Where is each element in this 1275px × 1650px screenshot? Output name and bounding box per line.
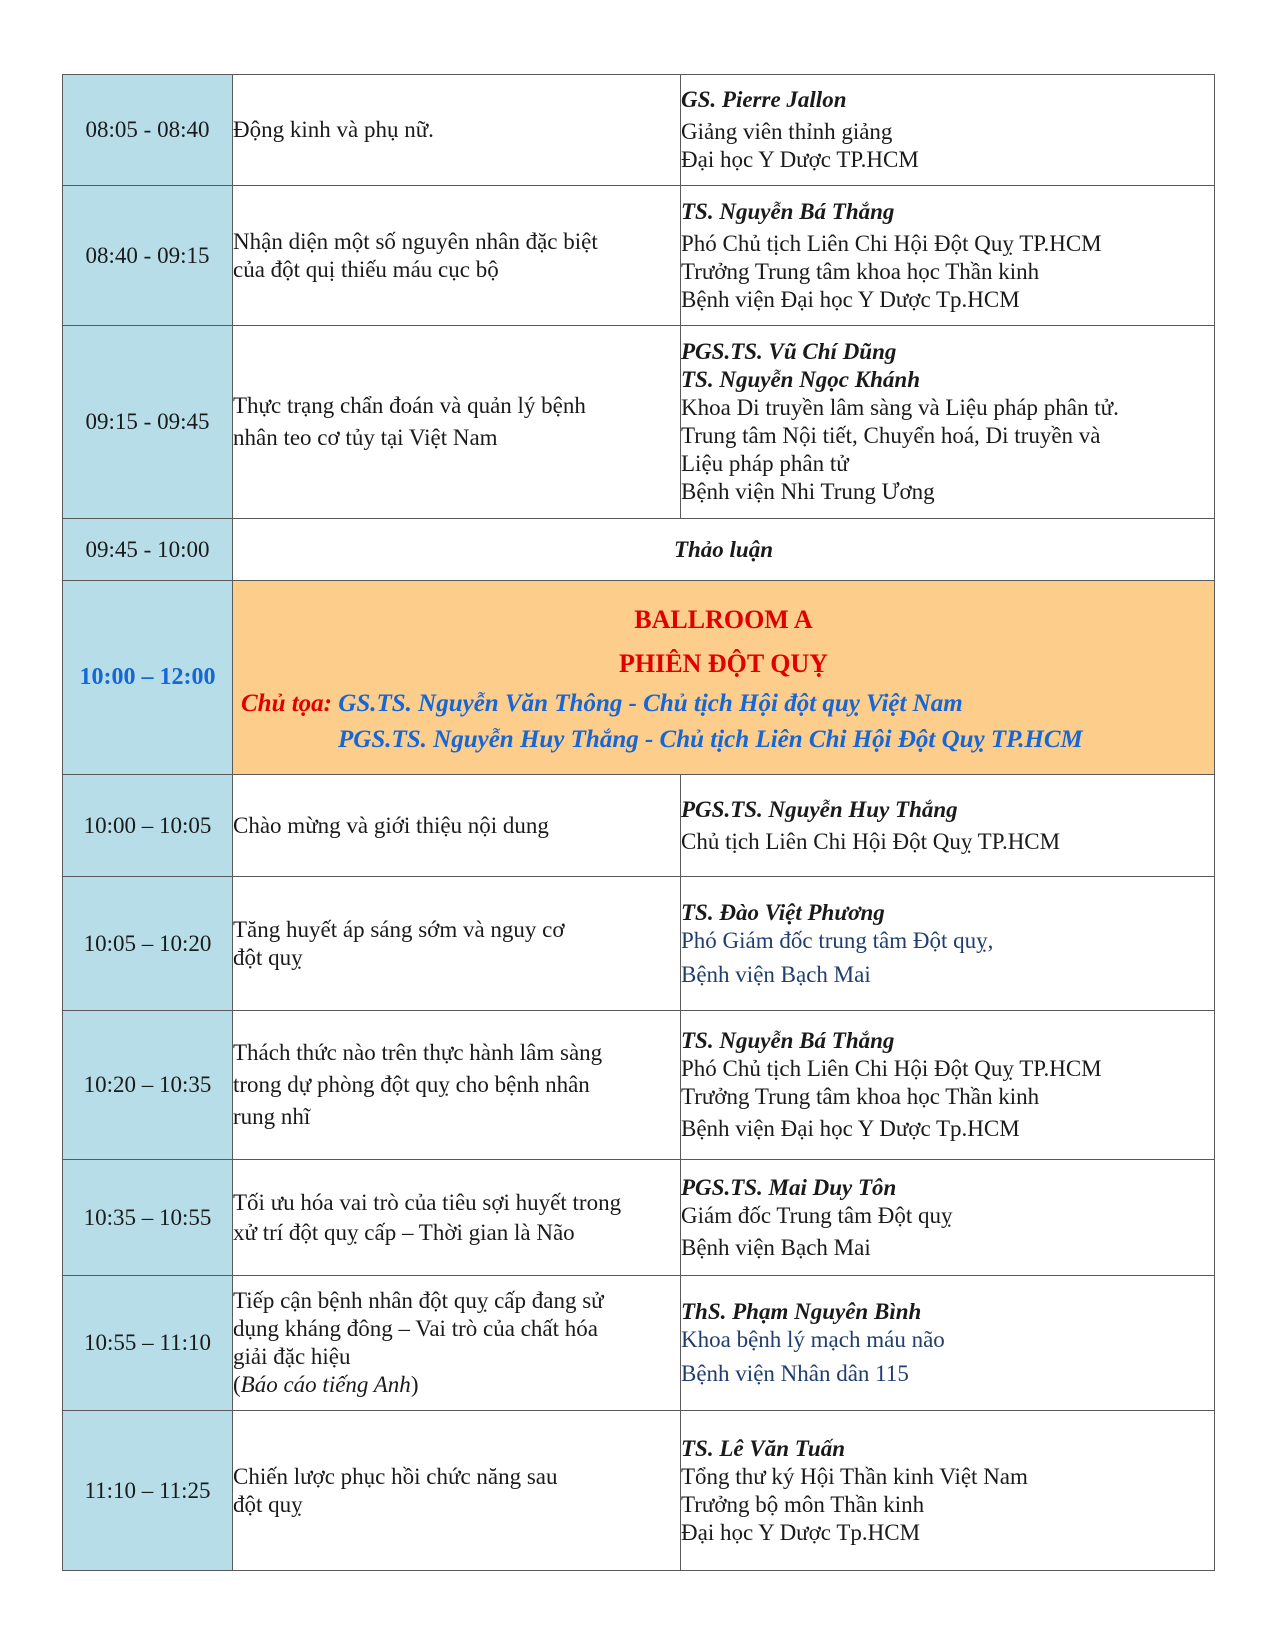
speaker-affiliation: Bệnh viện Bạch Mai [681, 1234, 871, 1260]
speaker-affiliation: Trưởng Trung tâm khoa học Thần kinh [681, 1084, 1040, 1109]
discussion-cell: Thảo luận [233, 519, 1215, 581]
agenda-row [63, 1276, 1215, 1411]
speaker-cell [681, 1160, 1215, 1276]
speaker-cell [681, 1276, 1215, 1411]
speaker-cell [681, 186, 1215, 326]
time-cell: 08:40 - 09:15 [63, 186, 233, 326]
session-header-row [63, 581, 1215, 775]
speaker-name: GS. Pierre Jallon [681, 87, 847, 112]
topic-line: nhân teo cơ tủy tại Việt Nam [233, 425, 498, 450]
topic-cell [233, 877, 681, 1011]
agenda-row [63, 775, 1215, 877]
speaker-affiliation: Trung tâm Nội tiết, Chuyển hoá, Di truyền và [681, 423, 1101, 448]
speaker-name: ThS. Phạm Nguyên Bình [681, 1299, 922, 1324]
topic-line: Thách thức nào trên thực hành lâm sàng [233, 1040, 603, 1065]
speaker-affiliation: Khoa Di truyền lâm sàng và Liệu pháp phân tử. [681, 395, 1119, 420]
time-cell: 10:55 – 11:10 [63, 1276, 233, 1411]
agenda-row [63, 186, 1215, 326]
session-time-cell: 10:00 – 12:00 [63, 581, 233, 775]
topic-line: giải đặc hiệu [233, 1344, 351, 1369]
topic-line: Tối ưu hóa vai trò của tiêu sợi huyết trong [233, 1189, 622, 1215]
agenda-row [63, 1160, 1215, 1276]
topic-line: Tiếp cận bệnh nhân đột quỵ cấp đang sử [233, 1288, 604, 1313]
topic-line: Nhận diện một số nguyên nhân đặc biệt [233, 228, 598, 254]
topic-line: Thực trạng chẩn đoán và quản lý bệnh [233, 393, 586, 418]
chair-name: PGS.TS. Nguyễn Huy Thắng - Chủ tịch Liên Chi Hội Đột Quỵ TP.HCM [338, 725, 1083, 753]
speaker-name: TS. Đào Việt Phương [681, 899, 885, 925]
speaker-affiliation: Đại học Y Dược TP.HCM [681, 147, 919, 172]
speaker-affiliation: Tổng thư ký Hội Thần kinh Việt Nam [681, 1463, 1028, 1489]
chair-label: Chủ tọa: [241, 689, 333, 717]
speaker-cell [681, 1011, 1215, 1160]
speaker-name: TS. Nguyễn Bá Thắng [681, 1028, 895, 1053]
topic-line: Động kinh và phụ nữ. [233, 117, 434, 142]
agenda-row [63, 1011, 1215, 1160]
speaker-affiliation: Phó Giám đốc trung tâm Đột quỵ, [681, 927, 994, 953]
topic-note: (Báo cáo tiếng Anh) [233, 1372, 419, 1397]
time-cell: 10:00 – 10:05 [63, 775, 233, 877]
topic-line: xử trí đột quỵ cấp – Thời gian là Não [233, 1219, 575, 1245]
time-cell: 10:35 – 10:55 [63, 1160, 233, 1276]
speaker-affiliation: Giám đốc Trung tâm Đột quỵ [681, 1202, 953, 1228]
topic-line: rung nhĩ [233, 1104, 311, 1129]
speaker-affiliation: Phó Chủ tịch Liên Chi Hội Đột Quỵ TP.HCM [681, 230, 1102, 256]
speaker-affiliation: Bệnh viện Đại học Y Dược Tp.HCM [681, 1116, 1020, 1141]
speaker-affiliation: Bệnh viện Bạch Mai [681, 961, 871, 987]
topic-line: Chào mừng và giới thiệu nội dung [233, 812, 549, 838]
topic-line: đột quỵ [233, 944, 303, 970]
topic-cell [233, 75, 681, 186]
time-cell: 11:10 – 11:25 [63, 1411, 233, 1571]
agenda-row [63, 519, 1215, 581]
time-cell: 09:15 - 09:45 [63, 326, 233, 519]
topic-line: dụng kháng đông – Vai trò của chất hóa [233, 1316, 598, 1341]
topic-cell [233, 775, 681, 877]
topic-line: Tăng huyết áp sáng sớm và nguy cơ [233, 916, 565, 942]
speaker-affiliation: Liệu pháp phân tử [681, 451, 849, 476]
time-cell: 09:45 - 10:00 [63, 519, 233, 581]
topic-line: của đột quị thiếu máu cục bộ [233, 256, 499, 282]
topic-cell [233, 186, 681, 326]
time-cell: 08:05 - 08:40 [63, 75, 233, 186]
speaker-affiliation: Bệnh viện Nhi Trung Ương [681, 479, 935, 504]
agenda-row [63, 75, 1215, 186]
speaker-affiliation: Chủ tịch Liên Chi Hội Đột Quỵ TP.HCM [681, 828, 1061, 854]
topic-line: trong dự phòng đột quỵ cho bệnh nhân [233, 1072, 590, 1097]
speaker-affiliation: Phó Chủ tịch Liên Chi Hội Đột Quỵ TP.HCM [681, 1056, 1102, 1081]
speaker-affiliation: Bệnh viện Đại học Y Dược Tp.HCM [681, 286, 1020, 312]
speaker-name: TS. Lê Văn Tuấn [681, 1435, 846, 1461]
topic-cell [233, 1011, 681, 1160]
time-cell: 10:05 – 10:20 [63, 877, 233, 1011]
speaker-affiliation: Bệnh viện Nhân dân 115 [681, 1361, 909, 1386]
topic-note-text: Báo cáo tiếng Anh [240, 1372, 411, 1397]
topic-line: Chiến lược phục hồi chức năng sau [233, 1463, 558, 1489]
time-cell: 10:20 – 10:35 [63, 1011, 233, 1160]
agenda-table [62, 74, 1215, 1571]
session-chair-line [233, 722, 1214, 758]
speaker-name: TS. Nguyễn Ngọc Khánh [681, 367, 920, 392]
session-chair-line [233, 686, 1214, 722]
speaker-affiliation: Đại học Y Dược Tp.HCM [681, 1519, 921, 1545]
speaker-affiliation: Khoa bệnh lý mạch máu não [681, 1327, 945, 1352]
session-banner [233, 581, 1215, 775]
speaker-cell [681, 775, 1215, 877]
session-title: PHIÊN ĐỘT QUỴ [619, 648, 828, 678]
speaker-cell [681, 75, 1215, 186]
speaker-affiliation: Trưởng Trung tâm khoa học Thần kinh [681, 258, 1040, 284]
topic-line: đột quỵ [233, 1491, 303, 1517]
speaker-name: PGS.TS. Vũ Chí Dũng [681, 339, 897, 364]
agenda-row [63, 326, 1215, 519]
speaker-cell [681, 1411, 1215, 1571]
speaker-name: PGS.TS. Nguyễn Huy Thắng [681, 796, 958, 822]
speaker-cell [681, 326, 1215, 519]
speaker-name: TS. Nguyễn Bá Thắng [681, 198, 895, 224]
topic-cell [233, 1160, 681, 1276]
speaker-cell [681, 877, 1215, 1011]
speaker-affiliation: Giảng viên thỉnh giảng [681, 119, 893, 144]
topic-cell [233, 326, 681, 519]
agenda-row [63, 1411, 1215, 1571]
topic-cell [233, 1411, 681, 1571]
session-room: BALLROOM A [634, 604, 813, 634]
speaker-affiliation: Trưởng bộ môn Thần kinh [681, 1491, 925, 1517]
topic-cell [233, 1276, 681, 1411]
chair-name: GS.TS. Nguyễn Văn Thông - Chủ tịch Hội đột quỵ Việt Nam [338, 689, 963, 717]
agenda-row [63, 877, 1215, 1011]
speaker-name: PGS.TS. Mai Duy Tôn [681, 1174, 897, 1200]
